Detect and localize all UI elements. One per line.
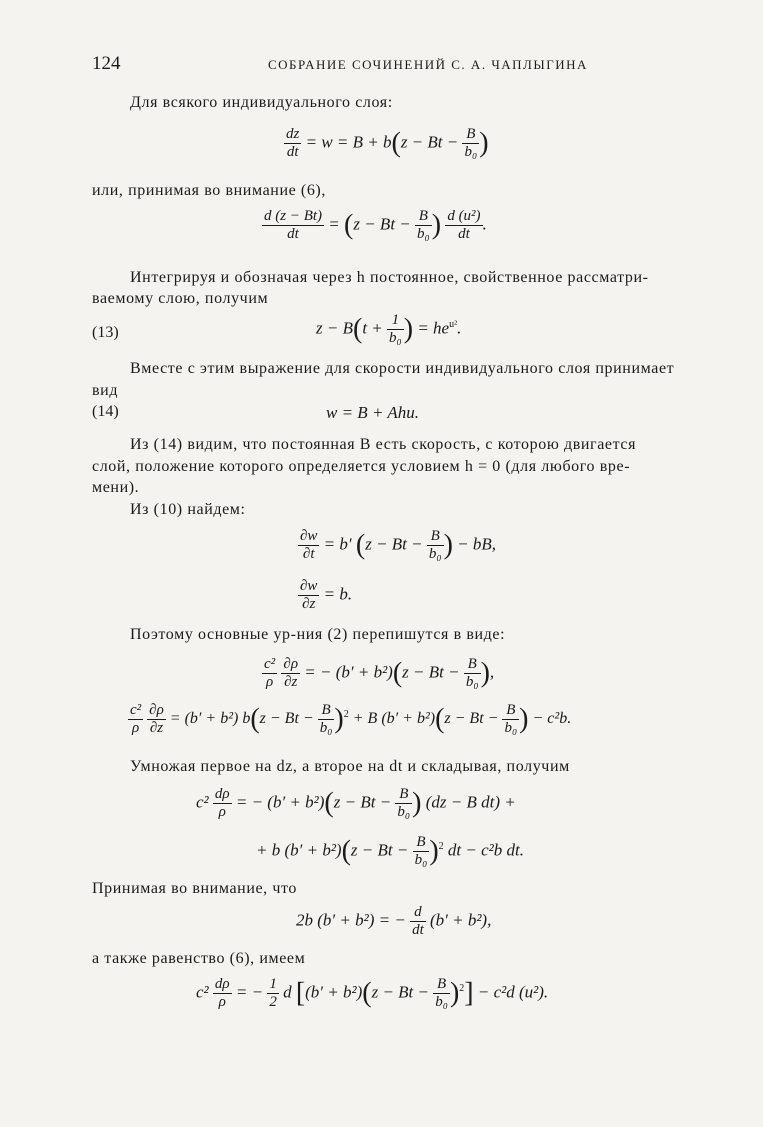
equation-sum-line-1: c² $\frac{d\rho}{\rho}$ = − (b′ + b²)(z − Bt − $\frac{B}{\text{b₀}}$ ) (dz − B dt) + [196,786,516,820]
equation-final: c² $\frac{d\rho}{\rho}$ = − $\frac{1}{2}$ d [(b′ + b²)(z − Bt − $\frac{B}{\text{b₀}}$ )$^2$] − c²d (u²). [196,976,549,1010]
paragraph-10: а также равенство (6), имеем [92,950,306,967]
paragraph-4-line-2: вид [92,382,119,399]
paragraph-3-line-2: ваемому слою, получим [92,290,269,307]
fraction: $\frac{B}{\text{b₀}}$ [464,126,478,160]
running-title: СОБРАНИЕ СОЧИНЕНИЙ С. А. ЧАПЛЫГИНА [268,57,588,72]
equation-w: $\frac{dz}{dt}$ = w = B + b(z − Bt − $\frac{B}{\text{b₀}}$ ) [286,126,489,160]
equation-dz-bt: $\frac{d (z - Bt)}{dt}$ = (z − Bt − $\frac{B}{\text{b₀}}$ ) $\frac{\text{d (u²)}}{dt}$ . [264,208,487,242]
paragraph-1: Для всякого индивидуального слоя: [130,94,393,111]
equation-first-main: $\frac{\text{c²}}{\rho}$ $\frac{\partial\rho}{\partial z}$ = − (b′ + b²)(z − Bt − $\frac{B}{\text{b₀}}$ ), [264,656,495,690]
equation-second-main: $\frac{\text{c²}}{\rho}$ $\frac{\partial\rho}{\partial z}$ = (b′ + b²) b(z − Bt − $\frac{B}{\text{b₀}}$ )$^2$ + B (b′ + b²)(z − Bt − $\frac{B}{\text{b₀}}$ ) − c²b. [130,702,572,736]
equation-dw-dt: $\frac{\partial w}{\partial t}$ = b′ (z − Bt − $\frac{B}{\text{b₀}}$ ) − bB, [300,528,497,562]
equation-dw-dz: $\frac{\partial w}{\partial z}$ = b. [300,578,353,612]
equation-2b: 2b (b′ + b²) = − $\frac{d}{dt}$ (b′ + b²), [296,904,492,938]
page-number: 124 [92,53,121,74]
equation-number-14: (14) [92,403,119,420]
paragraph-3-line-1: Интегрируя и обозначая через h постоянное, свойственное рассматри- [130,269,649,286]
paragraph-7: Поэтому основные ур-ния (2) перепишутся в виде: [130,626,506,643]
paragraph-4-line-1: Вместе с этим выражение для скорости индивидуального слоя принимает [130,360,675,377]
equation-number-13: (13) [92,324,119,341]
paragraph-5-line-1: Из (14) видим, что постоянная B есть скорость, с которою двигается [130,436,637,453]
paragraph-5-line-2: слой, положение которого определяется условием h = 0 (для любого вре- [92,458,631,475]
equation-13: z − B(t + $\frac{1}{\text{b₀}}$ ) = $he^{u^2}$. [316,312,462,346]
paragraph-6: Из (10) найдем: [130,501,246,518]
paragraph-5-line-3: мени). [92,479,140,496]
paragraph-9: Принимая во внимание, что [92,880,298,897]
paragraph-2: или, принимая во внимание (6), [92,182,326,199]
fraction: $\frac{dz}{dt}$ [286,126,300,160]
paragraph-8: Умножая первое на dz, а второе на dt и складывая, получим [130,758,570,775]
equation-sum-line-2: + b (b′ + b²)(z − Bt − $\frac{B}{\text{b₀}}$ )$^2$ dt − c²b dt. [256,834,524,868]
equation-14: w = B + Ahu. [326,403,419,422]
